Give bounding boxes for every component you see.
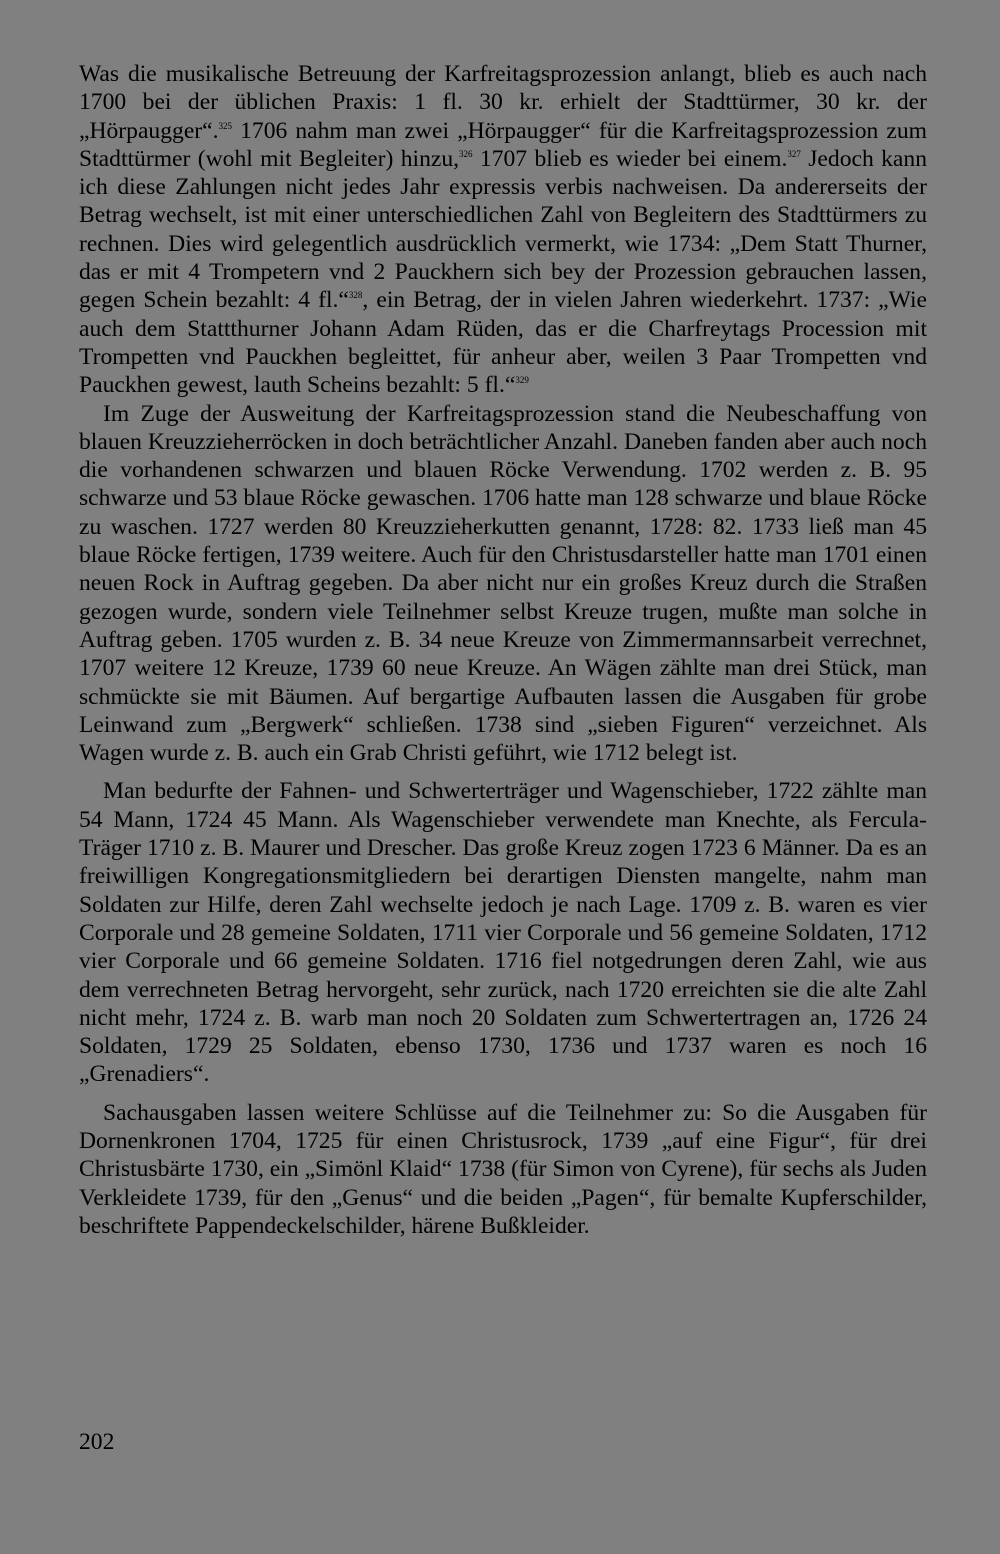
text-run: Man bedurfte der Fahnen- und Schwerterträger und Wagenschieber, 1722 zählte man 54 Mann, 1724 45 Mann. Als Wagenschieber verwendete man Knechte, als Fercula-Träger 1710 z. B. Maurer und Drescher. Das große Kreuz zogen 1723 6 Männer. Da es an freiwilligen Kongregationsmitgliedern bei derartigen Diensten mangelte, nahm man Soldaten zur Hilfe, deren Zahl wechselte jedoch je nach Lage. 1709 z. B. waren es vier Corporale und 28 gemeine Soldaten, 1711 vier Corporale und 56 gemeine Soldaten, 1712 vier Corporale und 66 gemeine Soldaten. 1716 fiel notgedrungen deren Zahl, wie aus dem verrechneten Betrag hervorgeht, sehr zurück, nach 1720 erreichten sie die alte Zahl nicht mehr, 1724 z. B. warb man noch 20 Soldaten zum Schwertertragen an, 1726 24 Soldaten, 1729 25 Soldaten, ebenso 1730, 1736 und 1737 waren es noch 16 „Grenadiers“. — [79, 778, 927, 1088]
footnote-marker: 328 — [348, 290, 363, 301]
paragraph — [79, 1099, 927, 1240]
footnote-marker: 329 — [515, 375, 529, 386]
paragraph — [79, 777, 927, 1088]
text-run: Jedoch kann ich diese Zahlungen nicht jedes Jahr expressis verbis nachweisen. Da andererseits der Betrag wechselt, ist mit einer unterschiedlichen Zahl von Begleitern des Stadttürmers zu rechnen. Dies wird gelegentlich ausdrücklich vermerkt, wie 1734: „Dem Statt Thurner, das er mit 4 Trompetern vnd 2 Pauckhern sich bey der Prozession gebrauchen lassen, gegen Schein bezahlt: 4 fl.“ — [79, 145, 927, 314]
text-run: 1706 nahm man zwei „Hörpaugger“ für die Karfreitagsprozession zum Stadttürmer (wohl mit Begleiter) hinzu, — [79, 117, 927, 172]
text-run: Was die musikalische Betreuung der Karfreitagsprozession anlangt, blieb es auch nach 1700 bei der üblichen Praxis: 1 fl. 30 kr. erhielt der Stadttürmer, 30 kr. der „Hörpaugger“. — [79, 61, 927, 144]
text-run: Sachausgaben lassen weitere Schlüsse auf die Teilnehmer zu: So die Ausgaben für Dornenkronen 1704, 1725 für einen Christusrock, 1739 „auf eine Figur“, für drei Christusbärte 1730, ein „Simönl Klaid“ 1738 (für Simon von Cyrene), für sechs als Juden Verkleidete 1739, für den „Genus“ und die beiden „Pagen“, für bemalte Kupferschilder, beschriftete Pappendeckelschilder, härene Bußkleider. — [79, 1099, 927, 1239]
page-number: 202 — [79, 1429, 115, 1455]
text-run: 1707 blieb es wieder bei einem. — [472, 145, 788, 172]
text-run: Im Zuge der Ausweitung der Karfreitagsprozession stand die Neubeschaffung von blauen Kreuzzieherröcken in doch beträchtlicher Anzahl. Daneben fanden aber auch noch die vorhandenen schwarzen und blauen Röcke Verwendung. 1702 werden z. B. 95 schwarze und 53 blaue Röcke gewaschen. 1706 hatte man 128 schwarze und blaue Röcke zu waschen. 1727 werden 80 Kreuzzieherkutten genannt, 1728: 82. 1733 ließ man 45 blaue Röcke fertigen, 1739 weitere. Auch für den Christusdarsteller hatte man 1701 einen neuen Rock in Auftrag gegeben. Da aber nicht nur ein großes Kreuz durch die Straßen gezogen wurde, sondern viele Teilnehmer selbst Kreuze trugen, mußte man solche in Auftrag geben. 1705 wurden z. B. 34 neue Kreuze von Zimmermannsarbeit verrechnet, 1707 weitere 12 Kreuze, 1739 60 neue Kreuze. An Wägen zählte man drei Stück, man schmückte sie mit Bäumen. Auf bergartige Aufbauten lassen die Ausgaben für grobe Leinwand zum „Bergwerk“ schließen. 1738 sind „sieben Figuren“ verzeichnet. Als Wagen wurde z. B. auch ein Grab Christi geführt, wie 1712 belegt ist. — [79, 400, 927, 767]
paragraph — [79, 400, 927, 768]
paragraph — [79, 60, 927, 400]
text-run: , ein Betrag, der in vielen Jahren wiederkehrt. 1737: „Wie auch dem Stattthurner Johann Adam Rüden, das er die Charfreytags Procession mit Trompetten vnd Pauckhen begleittet, für anheur aber, weilen 3 Paar Trompetten vnd Pauckhen gewest, lauth Scheins bezahlt: 5 fl.“ — [79, 287, 928, 399]
footnote-marker: 325 — [218, 120, 233, 131]
footnote-marker: 327 — [787, 148, 801, 159]
footnote-marker: 326 — [459, 148, 473, 159]
page-body-text — [79, 60, 927, 1240]
